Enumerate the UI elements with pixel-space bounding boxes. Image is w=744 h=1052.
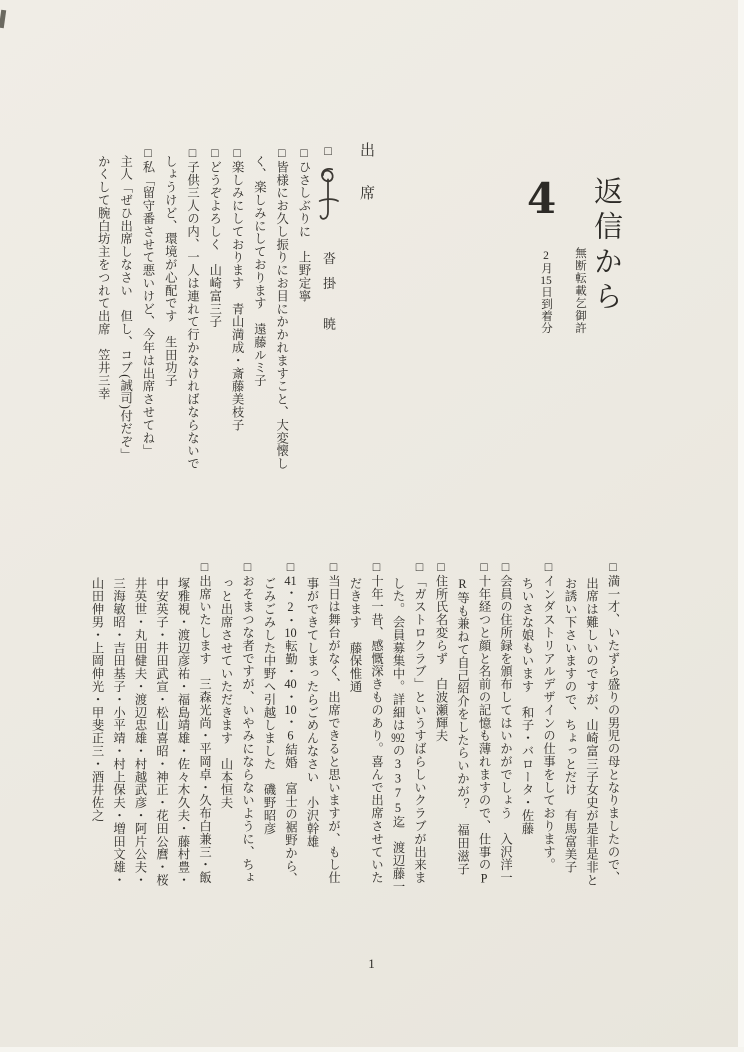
reply-column: □子供三人の内、一人は連れて行かなければならないで — [185, 146, 200, 471]
reply-column: □皆様にお久し振りにお目にかかれますこと、大変懐し — [274, 146, 289, 471]
scan-edge — [0, 1047, 744, 1052]
reply-column: っと出席させていただきます 山本恒夫 — [219, 577, 233, 810]
reply-column: □会員の住所録を頒布してはいかがでしょう 入沢洋一 — [498, 560, 513, 885]
reply-column: 事ができてしまったらごめんなさい 小沢幹雄 — [305, 577, 319, 848]
page-number: 1 — [368, 956, 376, 971]
page-title: 返信から — [590, 176, 622, 316]
reply-column: 井英世・丸田健夫・渡辺忠雄・村越武彦・阿片公夫・ — [133, 577, 147, 887]
reply-column: R等も兼ねて自己紹介をしたらいかが？ 福田滋子 — [455, 577, 470, 876]
reply-column: 中安英子・井田武宣・松山喜昭・神正・花田公麿・桜 — [154, 577, 169, 887]
reply-column: ごみごみした中野へ引越しました 磯野昭彦 — [262, 577, 276, 835]
reply-column: だきます 藤保惟通 — [348, 577, 362, 694]
reply-column: お誘い下さいますので、ちょっとだけ 有馬富美子 — [563, 577, 577, 874]
reply-column: した。会員募集中。詳細は992の3375迄 渡辺藤一 — [391, 577, 405, 893]
reply-column: □十年経つと顔と名前の記憶も薄れますので、仕事のP — [477, 560, 491, 886]
reply-column: 山田伸男・上岡伸光・甲斐正三・酒井佐之 — [90, 577, 104, 823]
reply-column: □私「留守番させて悪いけど、今年は出席させてね」 — [140, 146, 155, 458]
reply-column: □出席いたします 三森光尚・平岡卓・久布白兼三・飯 — [197, 560, 212, 885]
reprint-notice: 無断転載乞御許 — [574, 247, 586, 335]
scan-edge — [738, 0, 744, 1052]
attendance-heading: 出席 — [358, 142, 374, 228]
reply-column: ちいさな娘もいます 和子・バロータ・佐藤 — [520, 577, 534, 835]
reply-column: □満一才、いたずら盛りの男児の母となりましたので、 — [606, 560, 620, 885]
attendance-section — [92, 139, 378, 491]
reply-column: □おそまつな者ですが、いやみにならないように、ちょ — [240, 560, 255, 885]
reply-column: □当日は舞台がなく、出席できると思いますが、もし仕 — [326, 560, 341, 885]
signature-name: 沓掛 暁 — [321, 251, 336, 342]
reply-column: 三海敏昭・吉田基子・小平靖・村上保夫・増田文雄・ — [111, 577, 126, 887]
issue-number: 4 — [527, 174, 557, 223]
reply-column: □十年一昔、感慨深きものあり。喜んで出席させていた — [369, 560, 384, 885]
reply-column: 出席は難しいのですが、山崎富三子女史が是非是非と — [584, 577, 599, 887]
reply-column: □住所氏名変らず 白波瀬輝夫 — [434, 560, 448, 743]
reply-column: □ひさしぶりに 上野定寧 — [297, 146, 311, 303]
reply-column: 主人「ぜひ出席しなさい 但し、コブ(誠司)付だぞ」 — [118, 155, 133, 462]
replies-section — [86, 556, 624, 918]
scan-artifact — [0, 10, 6, 29]
signature-entry — [315, 139, 341, 491]
reply-column: □「ガストロクラブ」というすばらしいクラブが出来ま — [412, 560, 427, 885]
reply-column: □楽しみにしております 青山満成・斎藤美枝子 — [230, 146, 245, 432]
reply-column: しょうけど、環境が心配です 生田功子 — [163, 155, 178, 388]
reply-column: □インダストリアルデザインの仕事をしております。 — [541, 560, 556, 872]
reply-column: □41・2・10転勤・40・10・6結婚 富士の裾野から、 — [283, 560, 298, 886]
reply-column: く、楽しみにしております 遠藤ルミ子 — [252, 155, 267, 388]
handwritten-signature-icon — [316, 166, 340, 226]
reply-column: □どうぞよろしく 山崎富三子 — [207, 146, 222, 329]
reply-column: かくして腕白坊主をつれて出席 笠井三幸 — [96, 155, 111, 401]
reply-column: 塚雅視・渡辺彦祐・福島靖雄・佐々木久夫・藤村豊・ — [176, 577, 190, 887]
arrival-date: 2月15日到着分 — [540, 250, 552, 334]
checkbox-glyph: □ — [321, 144, 335, 159]
